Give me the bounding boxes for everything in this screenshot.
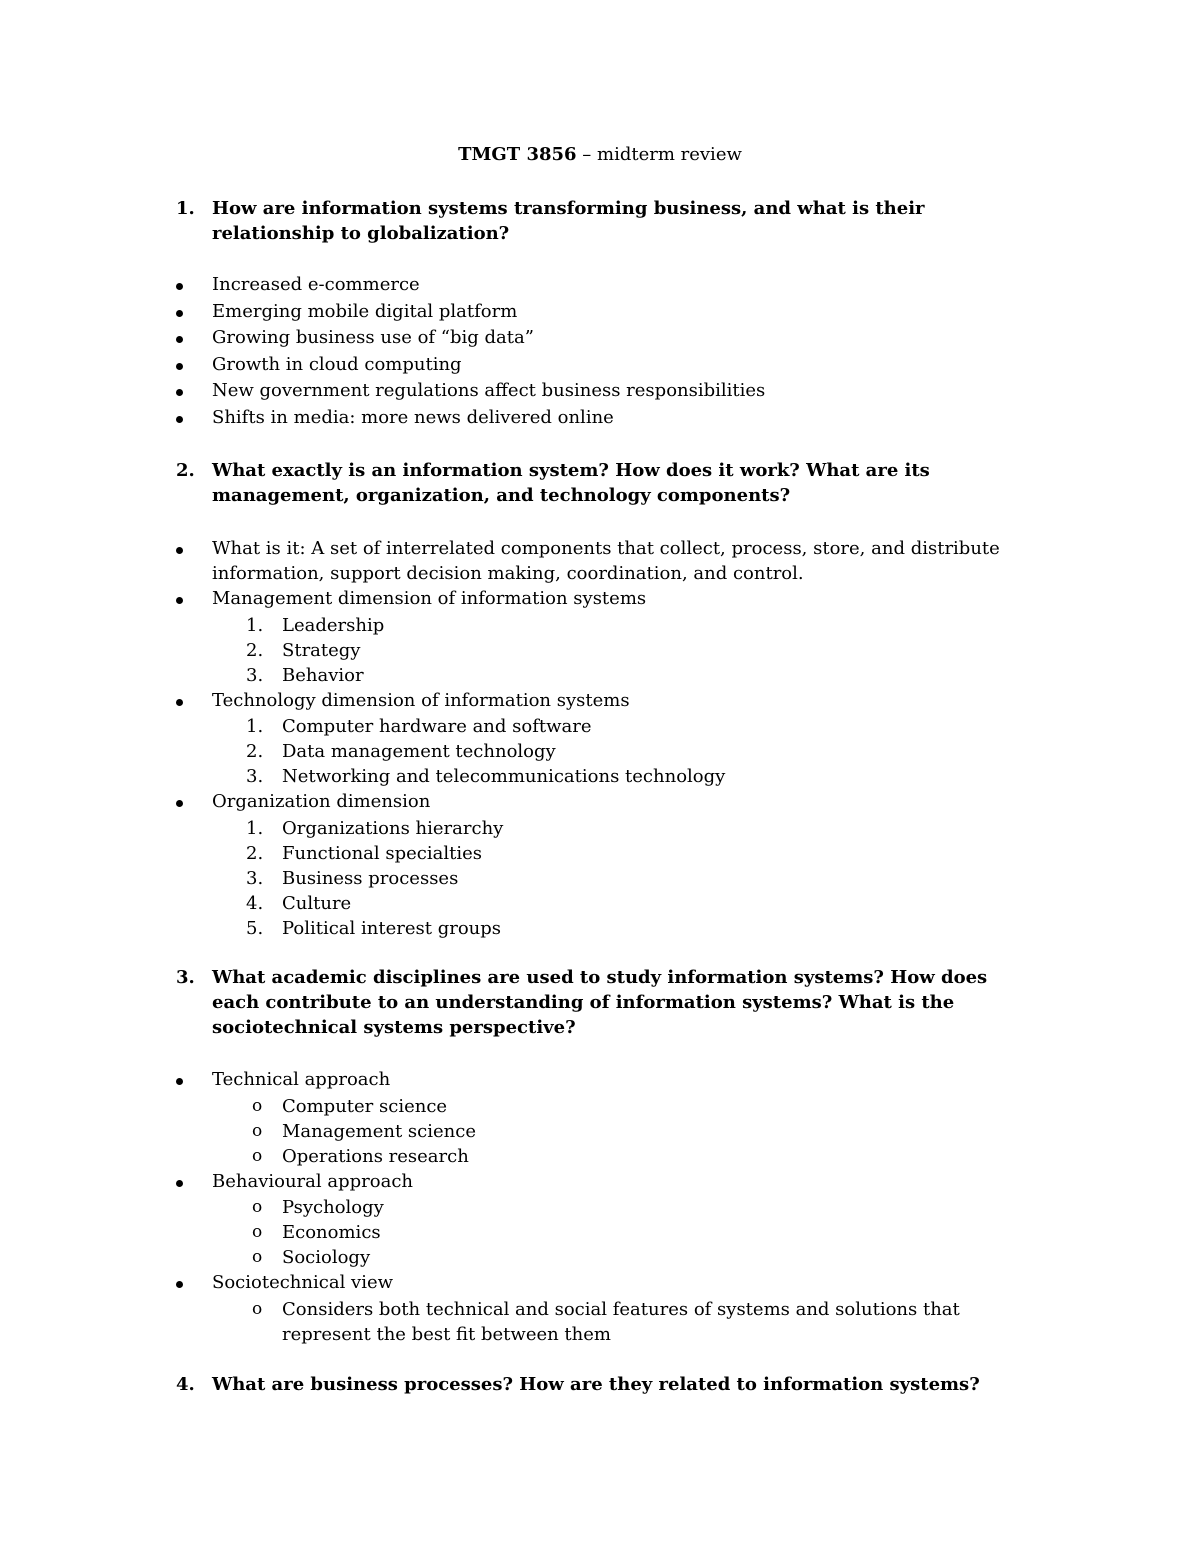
sub-list-item [246,764,1046,789]
question-2 [176,458,1036,508]
item-number: 1. [246,716,264,737]
sub-item-text: Behavior [282,664,364,686]
item-number: 1. [246,614,264,636]
circle-bullet-icon: o [252,1120,263,1141]
question-3 [176,965,1036,1040]
circle-bullet-icon: o [252,1095,263,1116]
list-item [176,1270,1046,1297]
list-item [176,1169,1046,1196]
question-text: What academic disciplines are used to study information systems? How does each contribute to an understanding of information systems? What is the sociotechnical systems perspective? [212,967,988,1038]
question-text: What exactly is an information system? How does it work? What are its management, organization, and technology components? [212,460,930,506]
circle-bullet-icon: o [252,1197,263,1217]
question-number: 4. [176,1374,195,1395]
bullet-icon [176,310,183,317]
list-item [176,586,1046,613]
list-item-text: Management dimension of information systems [212,588,647,609]
list-item-text: Increased e-commerce [212,274,420,295]
list-item-text: New government regulations affect business responsibilities [212,380,766,401]
title-rest: – midterm review [576,144,742,165]
sub-item-text: Data management technology [282,741,556,762]
sub-item-text: Political interest groups [282,917,502,939]
circle-bullet-icon: o [252,1247,263,1267]
sub-item-text: Computer science [282,1095,448,1117]
sub-item-text: Functional specialties [282,842,483,864]
sub-list-item [246,891,1046,916]
item-number: 3. [246,664,264,686]
list-item-text: Emerging mobile digital platform [212,300,518,322]
list-item [176,536,1046,586]
sub-item-text: Operations research [282,1145,469,1167]
question-number: 2. [176,460,195,481]
list-item-text: Behavioural approach [212,1170,413,1192]
sub-item-text: Business processes [282,867,459,889]
bullet-icon [176,283,183,290]
list-item [176,352,1046,379]
item-number: 5. [246,917,264,939]
sub-item-text: Networking and telecommunications technology [282,766,726,787]
sub-list-item [246,638,1046,663]
list-item [176,405,1046,432]
list-item [176,378,1046,405]
list-item [176,688,1046,715]
list-item-text: Technical approach [212,1069,391,1090]
circle-bullet-icon: o [252,1298,263,1319]
question-1 [176,196,1036,246]
page-title [0,144,1200,165]
sub-item-text: Organizations hierarchy [282,817,504,839]
item-number: 2. [246,639,264,661]
question-text: What are business processes? How are they related to information systems? [212,1374,980,1395]
sub-list-item [252,1119,1046,1144]
bullet-icon [176,1281,183,1288]
bullet-icon [176,1078,183,1085]
sub-item-text: Culture [282,892,352,914]
question-number: 3. [176,967,195,988]
bullet-icon [176,597,183,604]
sub-list-item [252,1195,1046,1220]
sub-item-text: Psychology [282,1197,384,1218]
question-4 [176,1372,1036,1397]
list-item-text: What is it: A set of interrelated components that collect, process, store, and distribute information, support decision making, coordination, and control. [212,538,1000,584]
sub-item-text: Computer hardware and software [282,716,592,737]
list-item-text: Growth in cloud computing [212,353,462,375]
item-number: 2. [246,842,264,864]
sub-list-item [252,1220,1046,1245]
sub-list-item [246,613,1046,638]
question-number: 1. [176,198,195,219]
sub-list-item [246,714,1046,739]
list-item-text: Growing business use of “big data” [212,327,534,348]
list-item-text: Technology dimension of information systems [212,689,630,711]
sub-item-text: Management science [282,1120,476,1142]
bullet-icon [176,416,183,423]
item-number: 4. [246,892,264,914]
q3-bullet-list [176,1067,1046,1347]
sub-item-text: Considers both technical and social features of systems and solutions that represent the best fit between them [282,1298,960,1345]
bullet-icon [176,1180,183,1187]
circle-bullet-icon: o [252,1222,263,1242]
sub-list-item [252,1245,1046,1270]
sub-item-text: Economics [282,1222,381,1243]
list-item [176,325,1046,352]
sub-list-item [246,816,1046,841]
circle-bullet-icon: o [252,1145,263,1166]
bullet-icon [176,389,183,396]
list-item [176,299,1046,326]
bullet-icon [176,547,183,554]
list-item-text: Organization dimension [212,791,431,812]
bullet-icon [176,336,183,343]
sub-list-item [246,916,1046,941]
list-item-text: Shifts in media: more news delivered online [212,406,614,428]
sub-list-item [252,1297,1046,1347]
item-number: 2. [246,741,264,762]
sub-item-text: Sociology [282,1247,371,1268]
q2-bullet-list [176,536,1046,941]
list-item-text: Sociotechnical view [212,1272,394,1293]
sub-list-item [246,739,1046,764]
sub-list-item [252,1144,1046,1169]
list-item [176,272,1046,299]
bullet-icon [176,699,183,706]
sub-list-item [246,866,1046,891]
bullet-icon [176,363,183,370]
question-text: How are information systems transforming business, and what is their relationship to globalization? [212,198,925,244]
bullet-icon [176,800,183,807]
item-number: 3. [246,766,264,787]
sub-list-item [246,663,1046,688]
sub-item-text: Leadership [282,614,385,636]
list-item [176,789,1046,816]
sub-list-item [252,1094,1046,1119]
sub-list-item [246,841,1046,866]
list-item [176,1067,1046,1094]
item-number: 1. [246,817,264,839]
q1-bullet-list [176,272,1046,431]
course-code: TMGT 3856 [458,144,577,165]
sub-item-text: Strategy [282,639,361,661]
item-number: 3. [246,867,264,889]
